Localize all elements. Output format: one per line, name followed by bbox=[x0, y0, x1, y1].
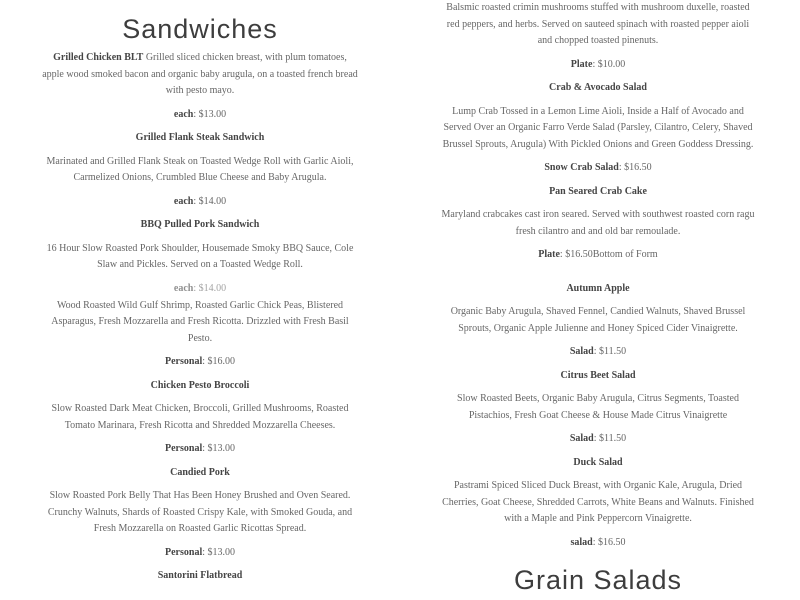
item-price bbox=[440, 431, 756, 448]
item-name: Duck Salad bbox=[573, 456, 623, 468]
menu-item-grilled-chicken-blt bbox=[42, 50, 358, 123]
item-name: Pan Seared Crab Cake bbox=[549, 185, 647, 197]
menu-item-pan-seared-crab-cake bbox=[440, 184, 756, 264]
menu-column-left bbox=[42, 0, 358, 592]
price-label: each bbox=[173, 195, 194, 207]
price-label: salad bbox=[570, 536, 593, 548]
item-price bbox=[42, 545, 358, 562]
item-price bbox=[440, 160, 756, 177]
price-value: : $10.00 bbox=[592, 58, 626, 70]
item-description: Slow Roasted Pork Belly That Has Been Honey Brushed and Oven Seared. Crunchy Walnuts, Shards of Roasted Crispy Kale, with Smoked Gouda, and Fresh Mozzarella on Roasted Garlic Ricottas Spread. bbox=[47, 490, 353, 534]
price-value: : $11.50 bbox=[593, 433, 627, 444]
price-value: : $16.50 bbox=[618, 162, 652, 173]
item-price bbox=[440, 344, 756, 361]
item-name: Santorini Flatbread bbox=[157, 570, 243, 581]
price-value: : $16.50 bbox=[592, 536, 626, 548]
price-label: Salad bbox=[569, 433, 594, 444]
section-title-sandwiches: Sandwiches bbox=[122, 14, 278, 44]
item-description: Balsmic roasted crimin mushrooms stuffed with mushroom duxelle, roasted red peppers, and herbs. Served on sauteed spinach with roasted pepper aioli and chopped toasted pinenuts. bbox=[446, 2, 750, 46]
menu-item-stuffed-mushrooms bbox=[440, 0, 756, 73]
menu-item-chicken-pesto-broccoli bbox=[42, 378, 358, 458]
item-price bbox=[42, 194, 358, 211]
item-description: Maryland crabcakes cast iron seared. Served with southwest roasted corn ragu fresh cilantro and and old bar remoulade. bbox=[441, 209, 755, 237]
price-label: Personal bbox=[165, 356, 203, 367]
price-label: Salad bbox=[569, 346, 594, 357]
price-value: : $16.50Bottom of Form bbox=[559, 249, 658, 260]
price-label: Personal bbox=[165, 443, 203, 454]
price-label: Snow Crab Salad bbox=[544, 162, 619, 173]
menu-item-citrus-beet-salad bbox=[440, 368, 756, 448]
item-name: Chicken Pesto Broccoli bbox=[150, 379, 250, 391]
price-value: : $13.00 bbox=[202, 546, 235, 558]
price-value: : $11.50 bbox=[593, 346, 627, 357]
menu-item-bbq-pulled-pork bbox=[42, 217, 358, 291]
menu-column-right bbox=[440, 0, 756, 600]
item-price bbox=[42, 441, 358, 458]
item-description: Lump Crab Tossed in a Lemon Lime Aioli, Inside a Half of Avocado and Served Over an Organic Farro Verde Salad (Parsley, Cilantro, Celery, Shaved Brussel Sprouts, Arugula) With Pickled Onions and Green Goddess Dressing. bbox=[442, 105, 754, 150]
menu-item-crab-avocado-salad bbox=[440, 80, 756, 177]
price-value: : $14.00 bbox=[193, 195, 227, 207]
item-description-text: Grilled sliced chicken breast, with plum tomatoes, apple wood smoked bacon and organic baby arugula, on a toasted french bread with pesto mayo. bbox=[42, 52, 358, 96]
item-price bbox=[440, 535, 756, 552]
price-value: : $14.00 bbox=[193, 282, 227, 291]
item-description: 16 Hour Slow Roasted Pork Shoulder, Housemade Smoky BBQ Sauce, Cole Slaw and Pickles. Served on a Toasted Wedge Roll. bbox=[46, 242, 354, 270]
menu-item-autumn-apple bbox=[440, 281, 756, 361]
item-name: BBQ Pulled Pork Sandwich bbox=[140, 219, 260, 230]
item-name: Citrus Beet Salad bbox=[560, 369, 636, 381]
item-name: Autumn Apple bbox=[566, 282, 630, 294]
item-price bbox=[42, 281, 358, 291]
price-label: Personal bbox=[165, 546, 203, 558]
item-description: Slow Roasted Beets, Organic Baby Arugula, Citrus Segments, Toasted Pistachios, Fresh Goat Cheese & House Made Citrus Vinaigrette bbox=[457, 393, 739, 421]
item-name: Grilled Chicken BLT bbox=[53, 52, 144, 63]
price-label: each bbox=[173, 282, 194, 291]
item-price bbox=[440, 247, 756, 264]
menu-item-candied-pork bbox=[42, 465, 358, 562]
item-description: Organic Baby Arugula, Shaved Fennel, Candied Walnuts, Shaved Brussel Sprouts, Organic Apple Julienne and Honey Spiced Cider Vinaigrette. bbox=[450, 306, 746, 334]
item-description: Slow Roasted Dark Meat Chicken, Broccoli, Grilled Mushrooms, Roasted Tomato Marinara, Fresh Ricotta and Shredded Mozzarella Cheeses. bbox=[51, 403, 349, 431]
price-value: : $13.00 bbox=[202, 443, 235, 454]
menu-item-duck-salad bbox=[440, 455, 756, 552]
menu-item-grilled-flank-steak bbox=[42, 130, 358, 210]
price-value: : $13.00 bbox=[193, 108, 227, 120]
item-name: Crab & Avocado Salad bbox=[549, 82, 647, 93]
item-price bbox=[440, 57, 756, 74]
menu-item-shrimp-flatbread bbox=[42, 298, 358, 371]
item-price bbox=[42, 354, 358, 371]
price-label: each bbox=[173, 108, 194, 120]
item-price bbox=[42, 107, 358, 124]
price-label: Plate bbox=[570, 58, 593, 70]
clipped-price-line bbox=[42, 281, 358, 291]
price-label: Plate bbox=[538, 249, 560, 260]
item-name: Grilled Flank Steak Sandwich bbox=[135, 132, 265, 143]
section-title-clipped: Grain Salads bbox=[513, 565, 683, 595]
item-description: Pastrami Spiced Sliced Duck Breast, with Organic Kale, Arugula, Dried Cherries, Goat Cheese, Shredded Carrots, White Beans and Walnuts. Finished with a Maple and Pink Peppercorn Vinaigrette. bbox=[442, 480, 754, 524]
item-description bbox=[42, 50, 358, 100]
item-name: Candied Pork bbox=[170, 466, 230, 478]
item-description: Wood Roasted Wild Gulf Shrimp, Roasted Garlic Chick Peas, Blistered Asparagus, Fresh Mozzarella and Fresh Ricotta. Drizzled with Fresh Basil Pesto. bbox=[51, 299, 349, 344]
price-value: : $16.00 bbox=[202, 356, 235, 367]
menu-item-santorini-flatbread bbox=[42, 568, 358, 585]
item-description: Marinated and Grilled Flank Steak on Toasted Wedge Roll with Garlic Aioli, Carmelized Onions, Crumbled Blue Cheese and Baby Arugula. bbox=[46, 155, 354, 183]
